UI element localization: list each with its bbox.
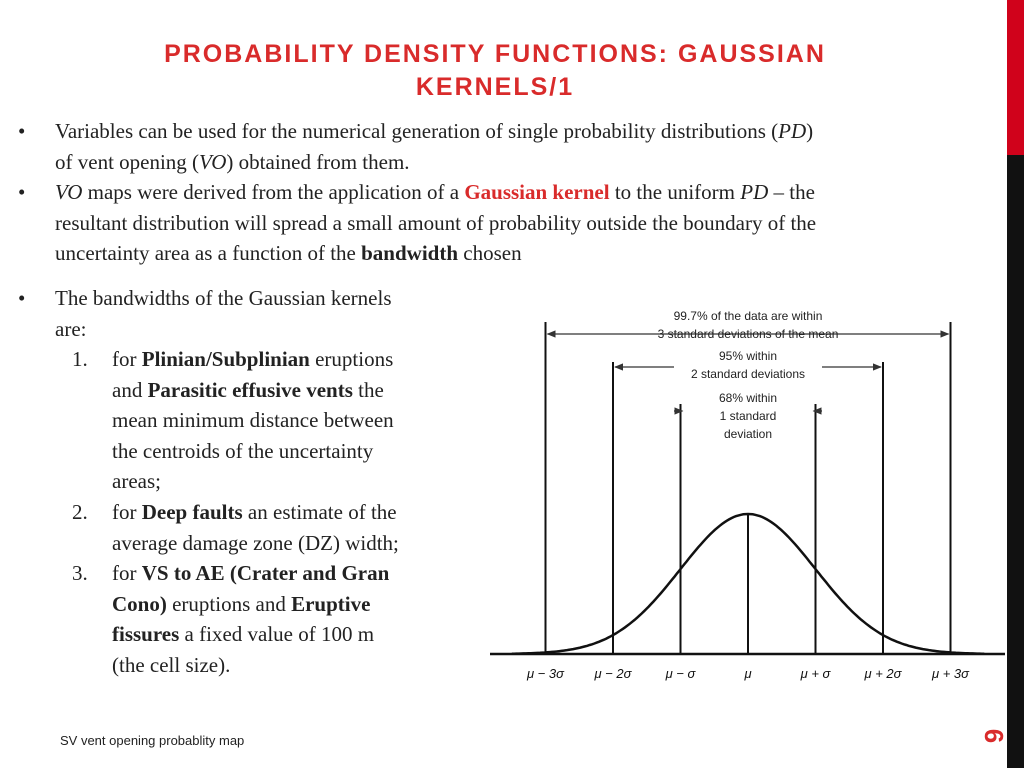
x-tick-label: μ − σ <box>665 666 696 681</box>
annotation-label: 95% within <box>718 349 778 363</box>
annotation-label: 2 standard deviations <box>690 367 806 381</box>
x-tick-label: μ + σ <box>800 666 831 681</box>
normal-distribution-chart <box>475 300 1010 688</box>
bullet-icon: • <box>18 180 26 204</box>
bullet-icon: • <box>18 119 26 143</box>
gaussian-kernel-highlight: Gaussian kernel <box>464 180 610 204</box>
list-item-2: for Deep faults an estimate of the average damage zone (DZ) width; <box>112 500 399 555</box>
annotation-label: 3 standard deviations of the mean <box>657 327 839 341</box>
bullet-1: Variables can be used for the numerical generation of single probability distributions (PD) of vent opening (VO) obtained from them. <box>55 119 814 174</box>
footer-text: SV vent opening probablity map <box>60 733 245 748</box>
list-number: 1. <box>72 347 88 371</box>
bullet-2: VO maps were derived from the application of a Gaussian kernel to the uniform PD – the resultant distribution will spread a small amount of probability outside the boundary of the uncertainty area as a function of the bandwidth chosen <box>55 180 817 265</box>
x-tick-label: μ + 3σ <box>931 666 970 681</box>
title-line-1: PROBABILITY DENSITY FUNCTIONS: GAUSSIAN <box>164 40 826 68</box>
x-tick-label: μ + 2σ <box>864 666 902 681</box>
x-tick-label: μ − 3σ <box>526 666 565 681</box>
list-item-1: for Plinian/Subplinian eruptions and Parasitic effusive vents the mean minimum distance between the centroids of the uncertainty areas; <box>112 347 394 493</box>
title-line-2: KERNELS/1 <box>415 73 575 101</box>
x-tick-label: μ − 2σ <box>594 666 632 681</box>
annotation-label: deviation <box>723 427 773 441</box>
x-tick-label: μ <box>744 666 752 681</box>
page-number: 6 <box>979 728 1009 744</box>
list-number: 3. <box>72 561 88 585</box>
annotation-label: 99.7% of the data are within <box>673 309 823 323</box>
list-item-3: for VS to AE (Crater and Gran Cono) eruptions and Eruptive fissures a fixed value of 100 m (the cell size). <box>112 561 390 677</box>
accent-bar-red <box>1007 0 1024 155</box>
annotation-label: 1 standard <box>719 409 777 423</box>
slide-title <box>60 38 930 104</box>
bullet-3: The bandwidths of the Gaussian kernels are: <box>55 286 392 341</box>
list-number: 2. <box>72 500 88 524</box>
annotation-label: 68% within <box>718 391 778 405</box>
bullet-icon: • <box>18 286 26 310</box>
